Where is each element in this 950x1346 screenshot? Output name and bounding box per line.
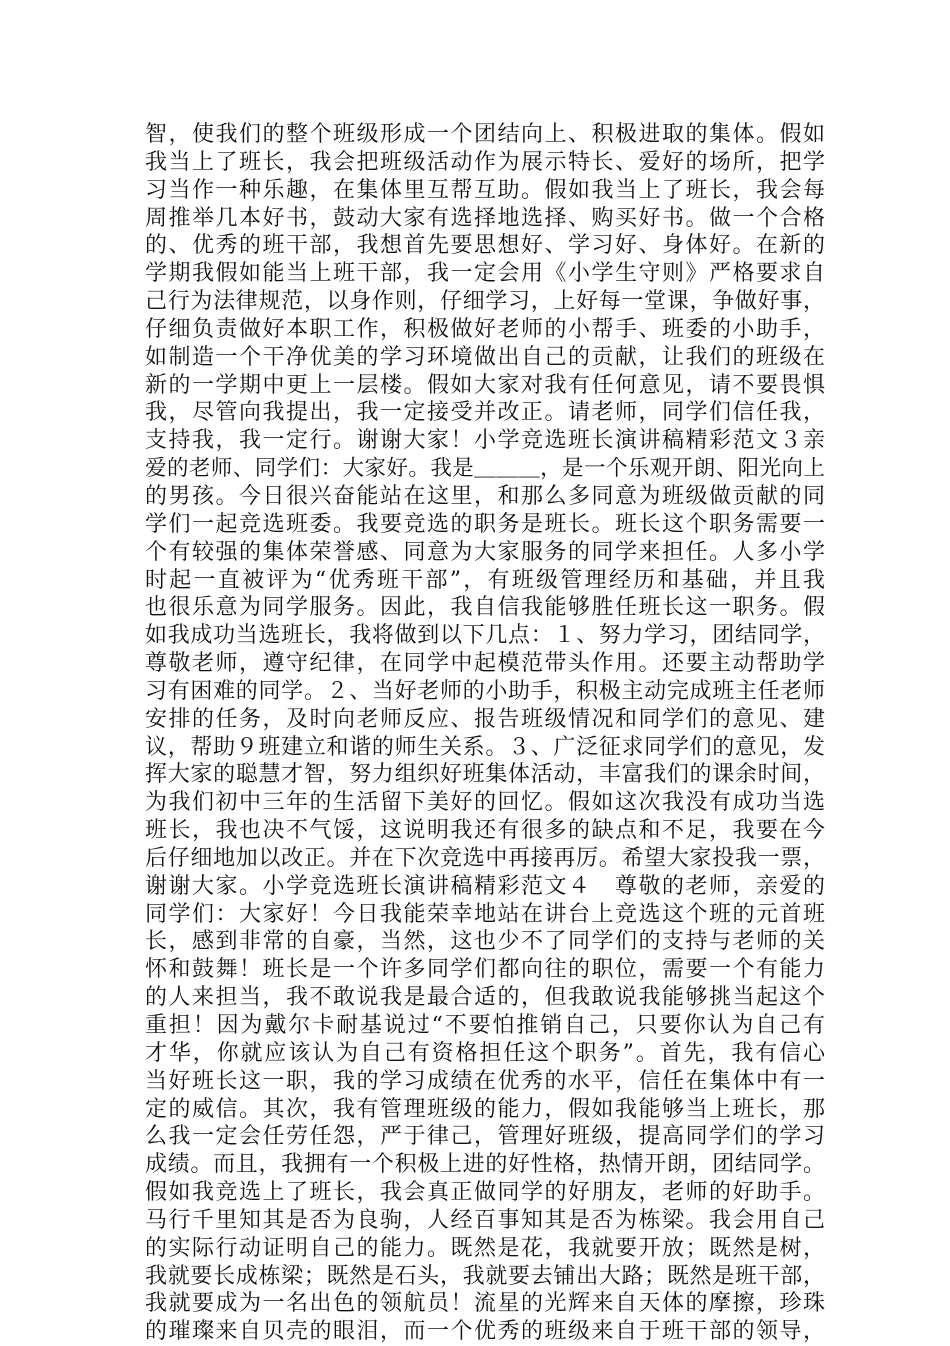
text-line: 我就要长成栋梁；既然是石头，我就要去铺出大路；既然是班干部， — [145, 1263, 825, 1289]
text-line: 安排的任务，及时向老师反应、报告班级情况和同学们的意见、建 — [145, 706, 825, 732]
text-line: 己行为法律规范，以身作则，仔细学习，上好每一堂课，争做好事， — [145, 289, 825, 315]
text-line: 爱的老师、同学们：大家好。我是＿＿＿，是一个乐观开朗、阳光向上 — [145, 456, 825, 482]
text-line: 的男孩。今日很兴奋能站在这里，和那么多同意为班级做贡献的同 — [145, 483, 825, 509]
text-line: 也很乐意为同学服务。因此，我自信我能够胜任班长这一职务。假 — [145, 595, 825, 621]
text-line: 我，尽管向我提出，我一定接受并改正。请老师，同学们信任我， — [145, 400, 825, 426]
text-line: 的人来担当，我不敢说我是最合适的，但我敢说我能够挑当起这个 — [145, 985, 825, 1011]
text-line: 挥大家的聪慧才智，努力组织好班集体活动，丰富我们的课余时间， — [145, 762, 825, 788]
text-line: 的、优秀的班干部，我想首先要思想好、学习好、身体好。在新的 — [145, 233, 825, 259]
text-line: 支持我，我一定行。谢谢大家！小学竞选班长演讲稿精彩范文３亲 — [145, 428, 825, 454]
text-line: 为我们初中三年的生活留下美好的回忆。假如这次我没有成功当选 — [145, 790, 825, 816]
text-line: 仔细负责做好本职工作，积极做好老师的小帮手、班委的小助手， — [145, 316, 825, 342]
text-line: 我当上了班长，我会把班级活动作为展示特长、爱好的场所，把学 — [145, 149, 825, 175]
text-line: 议，帮助９班建立和谐的师生关系。３、广泛征求同学们的意见，发 — [145, 734, 825, 760]
text-line: 同学们：大家好！今日我能荣幸地站在讲台上竞选这个班的元首班 — [145, 901, 825, 927]
text-line: 个有较强的集体荣誉感、同意为大家服务的同学来担任。人多小学 — [145, 539, 825, 565]
text-line: 定的威信。其次，我有管理班级的能力，假如我能够当上班长，那 — [145, 1096, 825, 1122]
text-line: 时起一直被评为“优秀班干部”，有班级管理经历和基础，并且我 — [145, 567, 825, 593]
text-line: 当好班长这一职，我的学习成绩在优秀的水平，信任在集体中有一 — [145, 1068, 825, 1094]
text-line: 才华，你就应该认为自己有资格担任这个职务”。首先，我有信心 — [145, 1040, 825, 1066]
text-line: 后仔细地加以改正。并在下次竞选中再接再厉。希望大家投我一票， — [145, 845, 825, 871]
text-line: 尊敬老师，遵守纪律，在同学中起模范带头作用。还要主动帮助学 — [145, 651, 825, 677]
text-line: 周推举几本好书，鼓动大家有选择地选择、购买好书。做一个合格 — [145, 205, 825, 231]
text-line: 怀和鼓舞！班长是一个许多同学们都向往的职位，需要一个有能力 — [145, 957, 825, 983]
text-line: 么我一定会任劳任怨，严于律己，管理好班级，提高同学们的学习 — [145, 1124, 825, 1150]
text-line: 学们一起竞选班委。我要竞选的职务是班长。班长这个职务需要一 — [145, 511, 825, 537]
text-line: 新的一学期中更上一层楼。假如大家对我有任何意见，请不要畏惧 — [145, 372, 825, 398]
text-line: 的实际行动证明自己的能力。既然是花，我就要开放；既然是树， — [145, 1235, 825, 1261]
text-line: 成绩。而且，我拥有一个积极上进的好性格，热情开朗，团结同学。 — [145, 1152, 825, 1178]
text-line: 习当作一种乐趣，在集体里互帮互助。假如我当上了班长，我会每 — [145, 177, 825, 203]
text-line: 智，使我们的整个班级形成一个团结向上、积极进取的集体。假如 — [145, 122, 825, 147]
text-line: 如制造一个干净优美的学习环境做出自己的贡献，让我们的班级在 — [145, 344, 825, 370]
text-line: 班长，我也决不气馁，这说明我还有很多的缺点和不足，我要在今 — [145, 818, 825, 844]
text-line: 长，感到非常的自豪，当然，这也少不了同学们的支持与老师的关 — [145, 929, 825, 955]
text-line: 谢谢大家。小学竞选班长演讲稿精彩范文４ 尊敬的老师，亲爱的 — [145, 873, 825, 899]
text-line: 我就要成为一名出色的领航员！流星的光辉来自天体的摩擦，珍珠 — [145, 1291, 825, 1317]
text-line: 习有困难的同学。２、当好老师的小助手，积极主动完成班主任老师 — [145, 678, 825, 704]
text-line: 的璀璨来自贝壳的眼泪，而一个优秀的班级来自于班干部的领导， — [145, 1319, 825, 1345]
body-text — [145, 121, 825, 1346]
text-line: 假如我竞选上了班长，我会真正做同学的好朋友，老师的好助手。 — [145, 1180, 825, 1206]
text-line: 重担！因为戴尔卡耐基说过“不要怕推销自己，只要你认为自己有 — [145, 1013, 825, 1038]
text-line: 学期我假如能当上班干部，我一定会用《小学生守则》严格要求自 — [145, 261, 825, 287]
text-line: 如我成功当选班长，我将做到以下几点：１、努力学习，团结同学， — [145, 623, 825, 649]
text-line: 马行千里知其是否为良驹，人经百事知其是否为栋梁。我会用自己 — [145, 1207, 825, 1233]
